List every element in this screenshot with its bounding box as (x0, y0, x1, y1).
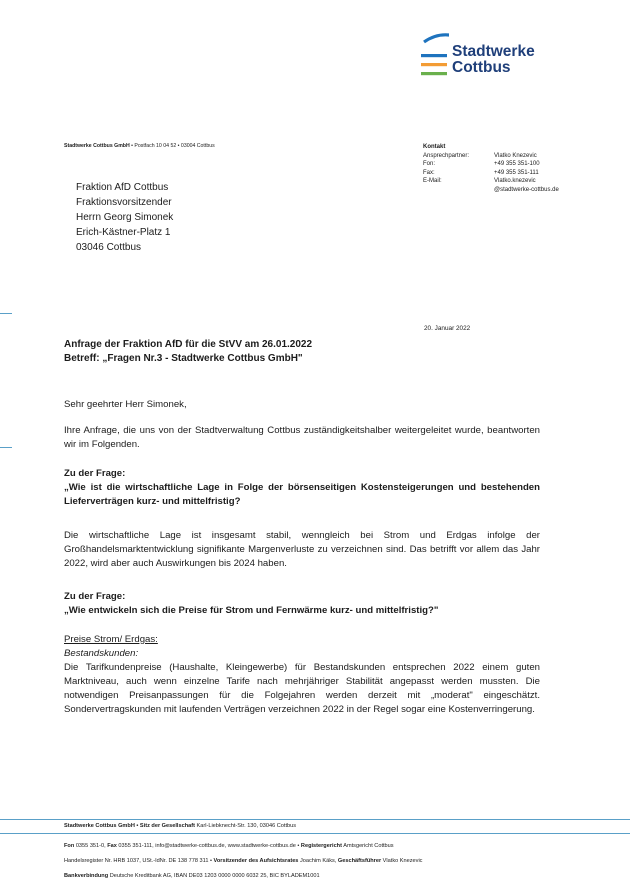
logo-line2: Cottbus (452, 59, 511, 76)
logo-arc (424, 35, 449, 42)
q2-block (64, 590, 540, 618)
footer-text: 0355 351-0, (74, 843, 108, 849)
footer-text: Deutsche Kreditbank AG, IBAN DE03 1203 0000 0000 6032 25, BIC BYLADEM1001 (108, 873, 320, 879)
logo-bar-orange (421, 63, 447, 66)
logo-bar-blue (421, 54, 447, 57)
subject-line1: Anfrage der Fraktion AfD für die StVV am 26.01.2022 (64, 339, 313, 350)
logo-line1: Stadtwerke (452, 43, 535, 60)
footer-line2 (64, 843, 394, 849)
footer-label: Bankverbindung (64, 873, 109, 879)
q1-heading: Zu der Frage: (64, 468, 126, 479)
q2-answer: Die Tarifkundenpreise (Haushalte, Kleingewerbe) für Bestandskunden entsprechen 2022 einem guten Marktniveau, auch wenn einzelne Tarife nach mehrjähriger Stabilität angepasst werden mussten. Die notwendigen Preisanpassungen für die Folgejahren werden derzeit mit „moderat" eingeschätzt. Sondervertragskunden mit laufenden Verträgen verzeichnen 2022 in der Regel sogar eine Kostenverringerung. (64, 662, 540, 715)
intro-paragraph: Ihre Anfrage, die uns von der Stadtverwaltung Cottbus zuständigkeitshalber weitergeleitet wurde, beantworten wir im Folgenden. (64, 425, 540, 450)
contact-row (423, 160, 559, 169)
q2-section-title: Preise Strom/ Erdgas: (64, 634, 158, 645)
contact-key: E-Mail: (423, 178, 442, 185)
footer-text: Vlatko Knezevic (381, 858, 423, 864)
contact-value: Vlatko.knezevic (494, 178, 536, 185)
fold-mark (0, 313, 12, 314)
footer-text: Amtsgericht Cottbus (341, 843, 394, 849)
contact-value: @stadtwerke-cottbus.de (494, 186, 559, 193)
footer-line4 (64, 873, 320, 879)
footer-label: Fon (64, 843, 75, 849)
sender-address: • Postfach 10 04 52 • 03004 Cottbus (129, 143, 215, 149)
contact-key: Fax: (423, 169, 435, 176)
sender-company: Stadtwerke Cottbus GmbH (64, 143, 130, 149)
footer-divider (0, 819, 630, 820)
footer-divider (0, 833, 630, 834)
recipient-line: Herrn Georg Simonek (76, 212, 174, 223)
company-logo-text (452, 44, 535, 76)
logo-bar-green (421, 72, 447, 75)
sender-line (64, 143, 215, 149)
letter-subject (64, 338, 312, 366)
recipient-line: Erich-Kästner-Platz 1 (76, 227, 171, 238)
contact-value: Vlatko Knezevic (494, 152, 537, 159)
contact-value: +49 355 351-100 (494, 161, 540, 168)
footer-label: Stadtwerke Cottbus GmbH • Sitz der Gesellschaft (64, 823, 195, 829)
footer-text: Karl-Liebknecht-Str. 130, 03046 Cottbus (194, 823, 297, 829)
q1-answer: Die wirtschaftliche Lage ist insgesamt stabil, wenngleich bei Strom und Erdgas infolge der Großhandelsmarktentwicklung signifikante Margenverluste zu verzeichnen sind. Das betrifft vor allem das Jahr 2022, wird aber auch Auswirkungen bis 2024 haben. (64, 530, 540, 569)
footer-label: Registergericht (300, 843, 342, 849)
recipient-line: Fraktionsvorsitzender (76, 197, 172, 208)
contact-value: +49 355 351-111 (494, 169, 539, 176)
letter-date: 20. Januar 2022 (424, 325, 471, 332)
footer-label: Geschäftsführer (337, 858, 382, 864)
footer-text: Joachim Käks, (298, 858, 338, 864)
q2-section (64, 633, 540, 717)
contact-key: Ansprechpartner: (423, 152, 470, 159)
contact-key: Fon: (423, 161, 436, 168)
company-logo (421, 30, 449, 80)
recipient-address (76, 180, 173, 255)
contact-row (423, 152, 559, 161)
contact-block (423, 143, 559, 195)
contact-row (423, 169, 559, 178)
footer-line3 (64, 858, 422, 864)
contact-key (423, 186, 494, 195)
contact-heading: Kontakt (423, 144, 446, 150)
contact-row (423, 186, 559, 195)
q2-question: „Wie entwickeln sich die Preise für Strom und Fernwärme kurz- und mittelfristig?" (64, 605, 439, 616)
q1-block (64, 467, 540, 509)
q2-heading: Zu der Frage: (64, 591, 126, 602)
footer-label: Vorsitzender des Aufsichtsrates (213, 858, 299, 864)
recipient-line: 03046 Cottbus (76, 242, 142, 253)
subject-line2: Betreff: „Fragen Nr.3 - Stadtwerke Cottbus GmbH" (64, 353, 303, 364)
salutation: Sehr geehrter Herr Simonek, (64, 399, 187, 410)
footer-label: Fax (107, 843, 117, 849)
footer-text: Handelsregister Nr. HRB 1037, USt.-IdNr. DE 138 778 311 • (64, 858, 214, 864)
footer-line1 (64, 823, 296, 829)
footer-text: 0355 351-111, info@stadtwerke-cottbus.de, www.stadtwerke-cottbus.de • (116, 843, 301, 849)
punch-mark (0, 447, 12, 448)
recipient-line: Fraktion AfD Cottbus (76, 182, 169, 193)
contact-row (423, 177, 559, 186)
q1-question: „Wie ist die wirtschaftliche Lage in Folge der börsenseitigen Kostensteigerungen und bestehenden Lieferverträgen kurz- und mittelfristig? (64, 482, 540, 507)
q2-subsection: Bestandskunden: (64, 648, 139, 659)
